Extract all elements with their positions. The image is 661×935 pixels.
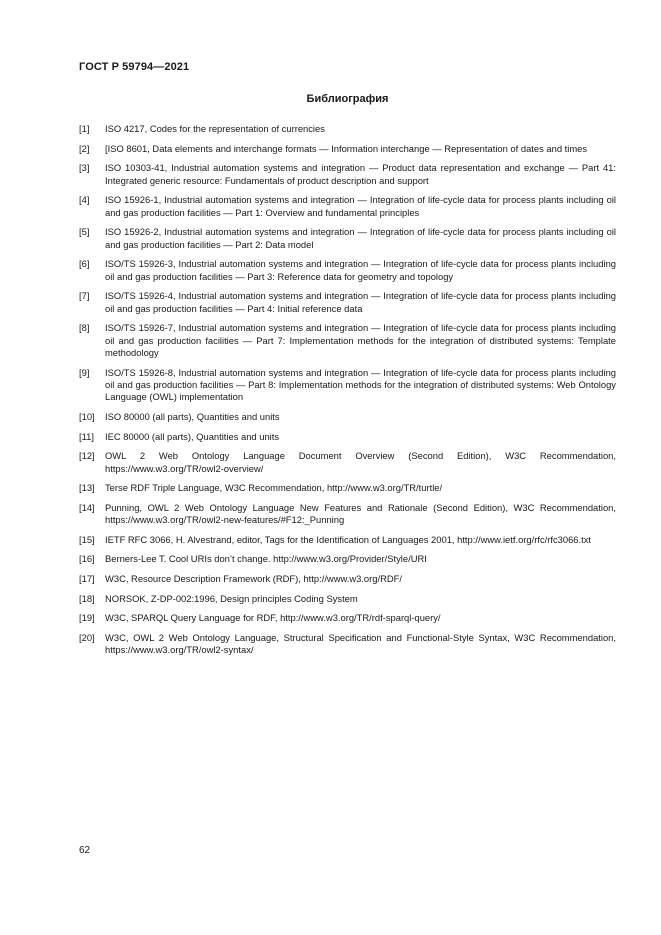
reference-text: IETF RFC 3066, H. Alvestrand, editor, Tags for the Identification of Languages 2001, http://www.ietf.org/rfc/rfc3066.txt: [105, 533, 592, 545]
reference-item: [79, 258, 616, 283]
reference-number: [9]: [79, 366, 90, 378]
reference-item: [79, 482, 616, 494]
reference-item: [79, 431, 616, 443]
reference-text: W3C, OWL 2 Web Ontology Language, Structural Specification and Functional-Style Syntax, W3C Recommendation, https://www.w3.org/TR/owl2-syntax/: [105, 631, 616, 656]
reference-number: [14]: [79, 501, 95, 513]
reference-number: [10]: [79, 411, 95, 422]
reference-text: OWL 2 Web Ontology Language Document Overview (Second Edition), W3C Recommendation, https://www.w3.org/TR/owl2-overview/: [105, 450, 616, 474]
reference-item: [79, 290, 616, 315]
reference-text: Punning, OWL 2 Web Ontology Language New Features and Rationale (Second Edition), W3C Recommendation, https://www.w3.org/TR/owl2-new-features/#F12:_Punning: [105, 501, 616, 526]
reference-number: [5]: [79, 226, 90, 238]
reference-text: IEC 80000 (all parts), Quantities and units: [105, 430, 280, 442]
reference-text: NORSOK, Z-DP-002:1996, Design principles Coding System: [105, 592, 358, 604]
reference-text: W3C, SPARQL Query Language for RDF, http://www.w3.org/TR/rdf-sparql-query/: [105, 612, 441, 624]
reference-text: Terse RDF Triple Language, W3C Recommendation, http://www.w3.org/TR/turtle/: [105, 482, 443, 494]
reference-number: [8]: [79, 322, 90, 334]
reference-number: [1]: [79, 123, 90, 134]
reference-text: Berners-Lee T. Cool URIs don’t change. http://www.w3.org/Provider/Style/URI: [105, 553, 427, 565]
reference-item: [79, 123, 616, 135]
reference-item: [79, 502, 616, 527]
reference-number: [18]: [79, 592, 95, 604]
reference-item: [79, 143, 616, 155]
reference-number: [3]: [79, 162, 90, 174]
reference-item: [79, 162, 616, 187]
reference-item: [79, 226, 616, 251]
reference-text: ISO/TS 15926-7, Industrial automation systems and integration — Integration of life-cycle data for process plants including oil and gas production facilities — Part 7: Implementation methods for the integration of distributed systems: Template methodology: [105, 322, 616, 358]
reference-item: [79, 411, 616, 423]
reference-item: [79, 593, 616, 605]
reference-number: [11]: [79, 430, 94, 442]
bibliography-title: Библиография: [306, 93, 389, 105]
reference-text: W3C, Resource Description Framework (RDF), http://www.w3.org/RDF/: [105, 572, 402, 584]
reference-number: [2]: [79, 142, 90, 154]
reference-item: [79, 450, 616, 475]
reference-text: ISO 15926-1, Industrial automation systems and integration — Integration of life-cycle data for process plants including oil and gas production facilities — Part 1: Overview and fundamental principles: [105, 194, 616, 218]
reference-number: [12]: [79, 450, 95, 462]
reference-number: [13]: [79, 482, 95, 494]
reference-list: [79, 123, 616, 664]
reference-text: ISO/TS 15926-4, Industrial automation systems and integration — Integration of life-cycle data for process plants including oil and gas production facilities — Part 4: Initial reference data: [105, 290, 616, 314]
reference-text: ISO 10303-41, Industrial automation systems and integration — Product data representation and exchange — Part 41: Integrated generic resource: Fundamentals of product description and support: [105, 162, 616, 186]
reference-number: [19]: [79, 612, 95, 624]
reference-item: [79, 632, 616, 657]
reference-item: [79, 194, 616, 219]
reference-item: [79, 534, 616, 546]
reference-text: ISO 80000 (all parts), Quantities and units: [105, 411, 280, 422]
reference-item: [79, 573, 616, 585]
reference-number: [7]: [79, 290, 90, 302]
reference-number: [17]: [79, 572, 95, 584]
reference-text: ISO/TS 15926-8, Industrial automation systems and integration — Integration of life-cycle data for process plants including oil and gas production facilities — Part 8: Implementation methods for the integration of distributed systems: Web Ontology Language (OWL) implementation: [105, 366, 616, 403]
document-code: ГОСТ Р 59794—2021: [79, 61, 190, 73]
reference-number: [20]: [79, 631, 95, 643]
reference-number: [4]: [79, 194, 90, 206]
reference-number: [16]: [79, 553, 95, 565]
reference-text: ISO/TS 15926-3, Industrial automation systems and integration — Integration of life-cycle data for process plants including oil and gas production facilities — Part 3: Reference data for geometry and topology: [105, 258, 616, 282]
reference-item: [79, 612, 616, 624]
reference-item: [79, 553, 616, 565]
reference-text: [ISO 8601, Data elements and interchange formats — Information interchange — Representation of dates and times: [105, 142, 588, 154]
page-number: 62: [79, 845, 91, 856]
reference-number: [15]: [79, 533, 95, 545]
reference-text: ISO 15926-2, Industrial automation systems and integration — Integration of life-cycle data for process plants including oil and gas production facilities — Part 2: Data model: [105, 226, 616, 250]
reference-number: [6]: [79, 258, 90, 270]
reference-item: [79, 322, 616, 359]
reference-text: ISO 4217, Codes for the representation of currencies: [105, 123, 325, 134]
reference-item: [79, 367, 616, 404]
